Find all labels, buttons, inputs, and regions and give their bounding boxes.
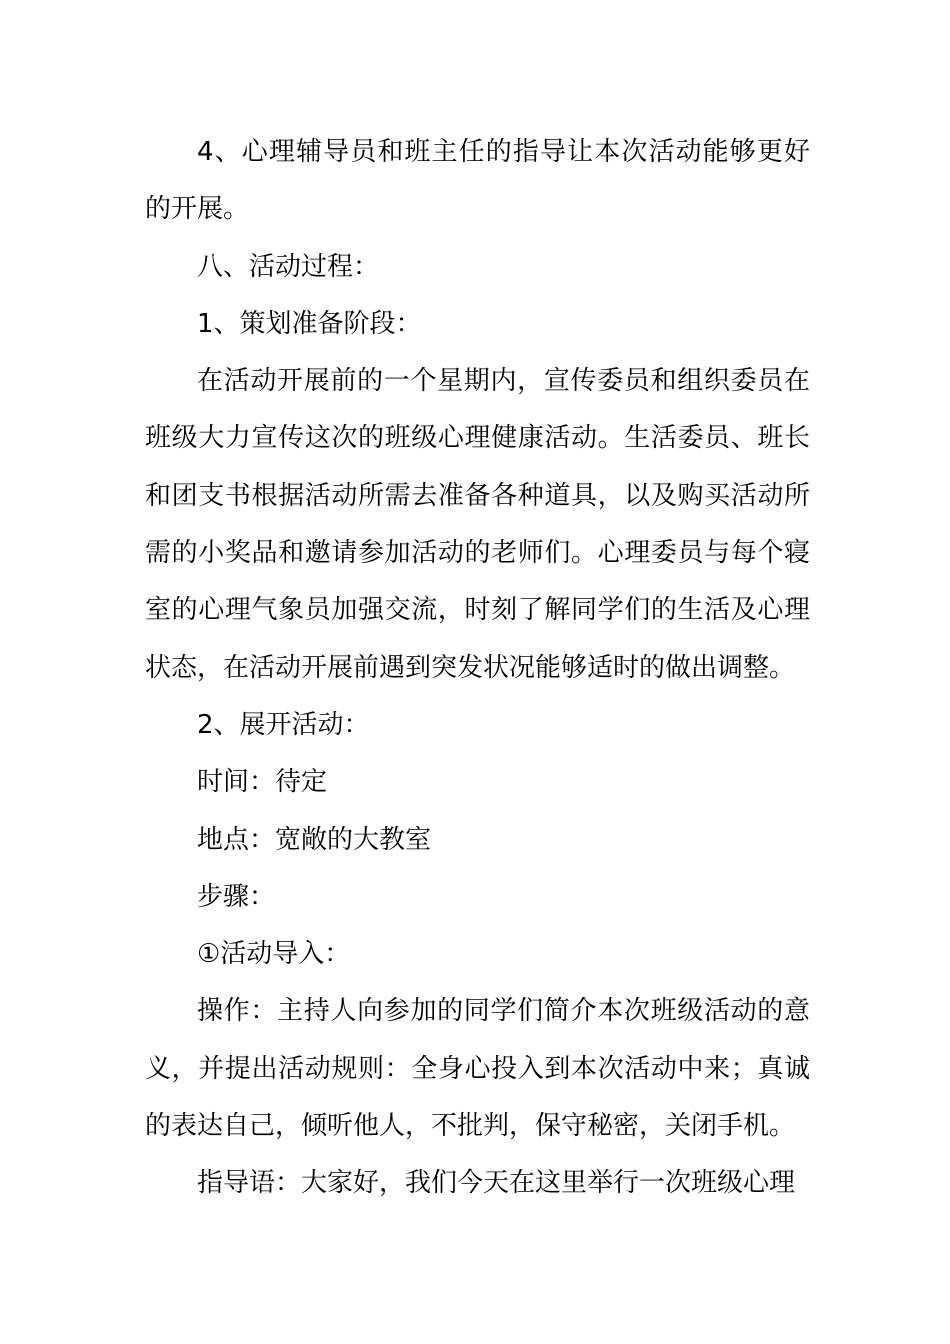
paragraph-time: 时间：待定 xyxy=(197,767,328,798)
section-heading-activity-process: 八、活动过程： xyxy=(197,251,380,282)
paragraph-steps-label: 步骤： xyxy=(197,881,276,912)
subheading-activity-intro: ①活动导入： xyxy=(197,939,351,970)
document-body xyxy=(145,124,810,1213)
subheading-launch-activity: 2、展开活动： xyxy=(197,709,370,740)
paragraph-location: 地点：宽敞的大教室 xyxy=(197,824,432,855)
paragraph-guidance-note: 4、心理辅导员和班主任的指导让本次活动能够更好的开展。 xyxy=(145,137,810,225)
subheading-planning-stage: 1、策划准备阶段： xyxy=(197,308,422,339)
paragraph-planning-details: 在活动开展前的一个星期内，宣传委员和组织委员在班级大力宣传这次的班级心理健康活动。生活委员、班长和团支书根据活动所需去准备各种道具，以及购买活动所需的小奖品和邀请参加活动的老师们。心理委员与每个寝室的心理气象员加强交流，时刻了解同学们的生活及心理状态，在活动开展前遇到突发状况能够适时的做出调整。 xyxy=(145,366,810,683)
paragraph-operation: 操作：主持人向参加的同学们简介本次班级活动的意义，并提出活动规则：全身心投入到本次活动中来；真诚的表达自己，倾听他人，不批判，保守秘密，关闭手机。 xyxy=(145,996,810,1142)
paragraph-guidance-speech: 指导语：大家好，我们今天在这里举行一次班级心理 xyxy=(197,1168,796,1199)
